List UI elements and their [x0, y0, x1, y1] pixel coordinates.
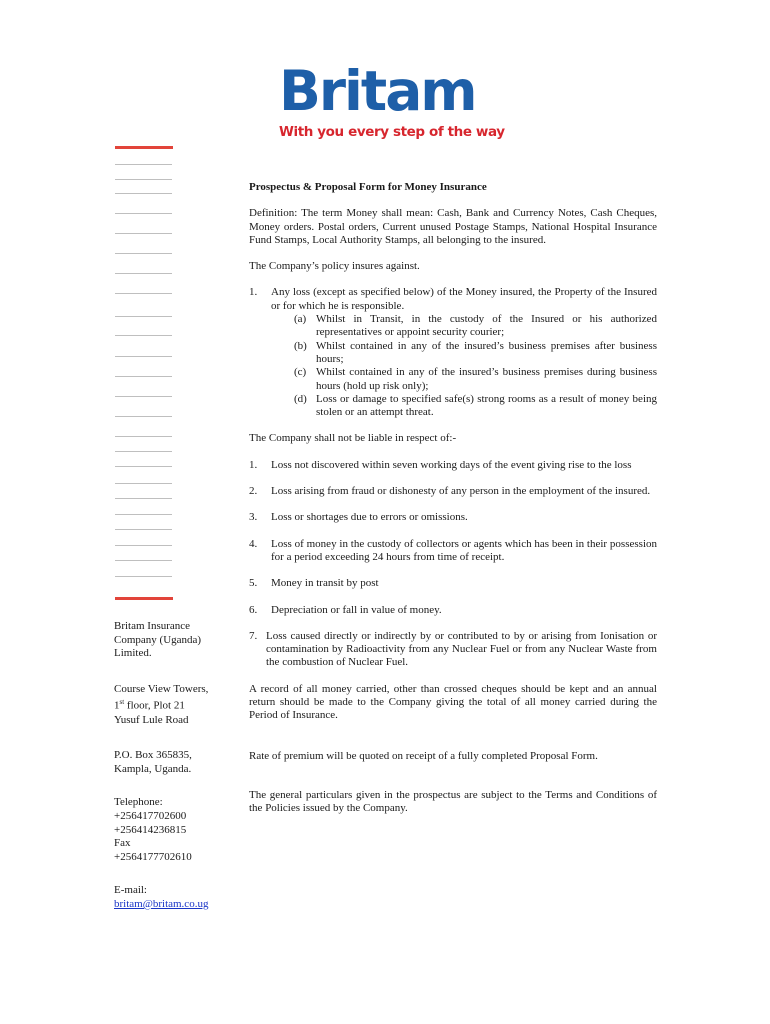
bottom-red-rule [115, 597, 173, 600]
phone-numbers: Telephone: +256417702600 +256414236815 Fax +2564177702610 [114, 796, 192, 863]
divider-rule [115, 164, 172, 165]
exclusion-item: 1. Loss not discovered within seven working days of the event giving rise to the loss [249, 458, 632, 471]
divider-rule [115, 193, 172, 194]
definition-paragraph: Definition: The term Money shall mean: Cash, Bank and Currency Notes, Cash Cheques, Money orders. Postal orders, Current unused Postage Stamps, National Hospital Insurance Fund Stamps, Local Authority Stamps, all belonging to the insured. [249, 207, 657, 246]
divider-rule [115, 396, 172, 397]
divider-rule [115, 293, 172, 294]
page-title: Prospectus & Proposal Form for Money Insurance [249, 181, 487, 193]
particulars-paragraph: The general particulars given in the prospectus are subject to the Terms and Conditions of the Policies issued by the Company. [249, 788, 657, 815]
divider-rule [115, 529, 172, 530]
divider-rule [115, 416, 172, 417]
divider-rule [115, 466, 172, 467]
exclusion-item: 5. Money in transit by post [249, 577, 379, 590]
exclusion-item: 4. Loss of money in the custody of collectors or agents which has been in their possession for a period exceeding 24 hours from time of receipt. [249, 537, 657, 563]
britam-logo [279, 59, 505, 146]
divider-rule [115, 213, 172, 214]
divider-rule [115, 545, 172, 546]
street-address: Course View Towers, 1st floor, Plot 21 Yusuf Lule Road [114, 682, 209, 726]
divider-rule [115, 576, 172, 577]
divider-rule [115, 273, 172, 274]
divider-rule [115, 560, 172, 561]
divider-rule [115, 316, 172, 317]
divider-rule [115, 376, 172, 377]
exclusions-intro: The Company shall not be liable in respect of:- [249, 432, 457, 445]
postal-address: P.O. Box 365835, Kampla, Uganda. [114, 749, 192, 775]
divider-rule [115, 179, 172, 180]
divider-rule [115, 233, 172, 234]
premium-paragraph: Rate of premium will be quoted on receipt of a fully completed Proposal Form. [249, 749, 598, 762]
company-name: Britam Insurance Company (Uganda) Limited. [114, 620, 202, 660]
divider-rule [115, 498, 172, 499]
exclusion-item: 2. Loss arising from fraud or dishonesty of any person in the employment of the insured. [249, 485, 651, 498]
record-paragraph: A record of all money carried, other than crossed cheques should be kept and an annual return should be made to the Company giving the total of all money carried during the Period of Insurance. [249, 682, 657, 722]
top-red-rule [115, 146, 173, 149]
divider-rule [115, 335, 172, 336]
divider-rule [115, 451, 172, 452]
insures-sub-list [294, 313, 657, 419]
divider-rule [115, 436, 172, 437]
insures-item: 1. Any loss (except as specified below) of the Money insured, the Property of the Insured or for which he is responsible. [249, 286, 657, 312]
logo-wordmark: Britam [279, 59, 476, 123]
insures-intro: The Company’s policy insures against. [249, 260, 420, 273]
contact-sidebar [114, 620, 234, 925]
exclusion-item: 3. Loss or shortages due to errors or omissions. [249, 511, 468, 524]
email-block: E-mail: britam@britam.co.ug [114, 884, 234, 911]
exclusion-item: 6. Depreciation or fall in value of money. [249, 603, 442, 616]
list-item: (b) Whilst contained in any of the insured’s business premises after business hours; [294, 339, 657, 365]
divider-rule [115, 253, 172, 254]
divider-rule [115, 483, 172, 484]
exclusion-item: 7. Loss caused directly or indirectly by or contributed to by or arising from Ionisation or contamination by Radioactivity from any Nuclear Fuel or from any Nuclear Waste from the combustion of Nuclear Fuel. [249, 629, 657, 669]
list-item: (c) Whilst contained in any of the insured’s business premises during business hours (hold up risk only); [294, 366, 657, 392]
email-link[interactable]: britam@britam.co.ug [114, 897, 209, 910]
prospectus-body [249, 181, 657, 816]
divider-rule [115, 356, 172, 357]
logo-tagline: With you every step of the way [279, 124, 505, 140]
list-item: (a) Whilst in Transit, in the custody of the Insured or his authorized representatives or appoint security courier; [294, 313, 657, 339]
list-item: (d) Loss or damage to specified safe(s) strong rooms as a result of money being stolen or an attempt threat. [294, 392, 657, 419]
divider-rule [115, 514, 172, 515]
